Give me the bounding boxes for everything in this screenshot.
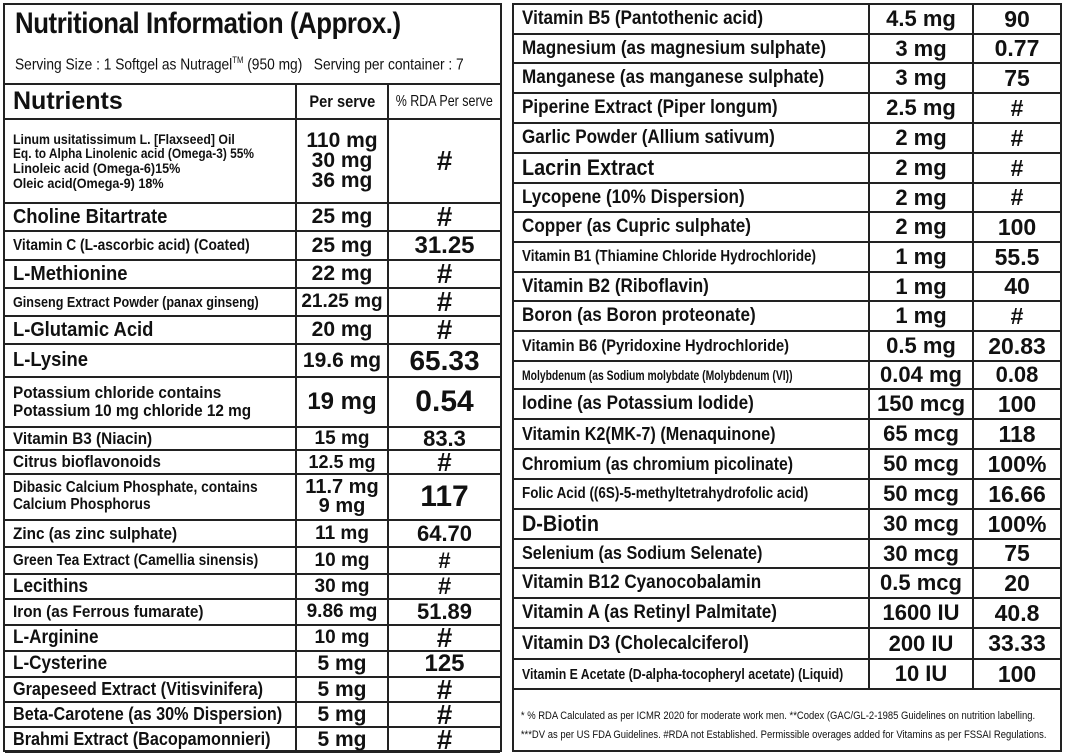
nutrient-name <box>5 451 295 473</box>
calcium-rda: 117 <box>387 475 500 519</box>
column-header-row <box>5 85 500 120</box>
nutrient-name-text: L-Glutamic Acid <box>13 318 154 341</box>
rda-value: # <box>387 548 500 573</box>
rda-value: 33.33 <box>972 629 1060 658</box>
rda-value: # <box>387 204 500 230</box>
nutrient-name <box>5 428 295 449</box>
rda-value: # <box>387 678 500 701</box>
nutrient-name-text: Vitamin B2 (Riboflavin) <box>522 275 709 297</box>
nutrient-name <box>514 243 868 271</box>
table-row-lacrin-extract <box>514 154 1060 184</box>
serving-size-label: Serving Size : 1 Softgel as Nutragel <box>15 56 233 74</box>
table-row-vitamin-k2-mk-7-menaquinone <box>514 420 1060 450</box>
nutrient-name <box>514 362 868 388</box>
rda-value: # <box>972 184 1060 211</box>
column-rda-label: % RDA Per serve <box>395 92 494 110</box>
nutrient-name <box>5 652 295 676</box>
table-row-green-tea-extract-camellia-sinensis <box>5 548 500 575</box>
per-serve-value: 50 mcg <box>868 480 972 508</box>
rda-value: # <box>972 124 1060 152</box>
table-row-l-methionine <box>5 261 500 289</box>
nutrient-name-text: Lecithins <box>13 575 89 597</box>
nutrient-name <box>514 480 868 508</box>
rda-value: 90 <box>972 5 1060 33</box>
nutrient-name <box>514 154 868 182</box>
rda-value: 64.70 <box>387 521 500 546</box>
table-row-l-lysine <box>5 345 500 378</box>
per-serve-value: 10 mg <box>295 626 387 650</box>
per-serve-value: 3 mg <box>868 35 972 62</box>
nutrient-name-text: Green Tea Extract (Camellia sinensis) <box>13 551 259 569</box>
nutrient-name <box>514 35 868 62</box>
column-nutrients: Nutrients <box>13 87 123 115</box>
calcium-name <box>5 475 295 519</box>
per-serve-value: 1 mg <box>868 273 972 300</box>
nutrient-name <box>5 232 295 259</box>
nutrient-name <box>5 261 295 287</box>
nutrient-name-text: D-Biotin <box>522 511 599 536</box>
nutrient-name-text: Vitamin B12 Cyanocobalamin <box>522 572 762 593</box>
nutrient-name-text: Chromium (as chromium picolinate) <box>522 453 794 474</box>
nutrient-name-text: Vitamin B6 (Pyridoxine Hydrochloride) <box>522 336 790 355</box>
table-row-vitamin-b12-cyanocobalamin <box>514 569 1060 599</box>
nutrient-name-text: Choline Bitartrate <box>13 205 168 228</box>
per-serve-value: 4.5 mg <box>868 5 972 33</box>
potassium-serve: 19 mg <box>295 378 387 426</box>
calcium-serve-2: 9 mg <box>318 495 366 517</box>
flaxseed-line-4: Oleic acid(Omega-9) 18% <box>13 174 164 191</box>
per-serve-value: 25 mg <box>295 232 387 259</box>
per-serve-value: 2 mg <box>868 124 972 152</box>
footnote-1: * % RDA Calculated as per ICMR 2020 for moderate work men. **Codex (GAC/GL-2-1985 Guidelines on nutrition labelling. <box>520 710 1036 722</box>
nutrient-name-text: Manganese (as manganese sulphate) <box>522 67 825 88</box>
nutrient-name <box>5 521 295 546</box>
nutrient-name-text: Zinc (as zinc sulphate) <box>13 523 178 543</box>
rda-value: # <box>387 289 500 315</box>
table-row-vitamin-b3-niacin <box>5 428 500 451</box>
nutrient-name <box>5 678 295 701</box>
nutrient-name <box>5 204 295 230</box>
calcium-line-2: Calcium Phosphorus <box>13 496 151 513</box>
nutrient-name-text: Vitamin C (L-ascorbic acid) (Coated) <box>13 236 250 254</box>
per-serve-value: 5 mg <box>295 652 387 676</box>
table-row-iron-as-ferrous-fumarate <box>5 600 500 626</box>
nutrient-name-text: Vitamin B3 (Niacin) <box>13 428 153 448</box>
rda-value: # <box>387 626 500 650</box>
nutrient-name-text: Piperine Extract (Piper longum) <box>522 97 778 118</box>
rda-value: 0.08 <box>972 362 1060 388</box>
nutrient-name <box>514 5 868 33</box>
nutrient-name-text: Vitamin B5 (Pantothenic acid) <box>522 8 764 29</box>
nutrient-name-text: Iodine (as Potassium Iodide) <box>522 393 754 414</box>
per-serve-value: 5 mg <box>295 678 387 701</box>
table-row-grapeseed-extract-vitisvinifera <box>5 678 500 703</box>
rda-value: # <box>387 703 500 726</box>
nutrient-name <box>5 575 295 598</box>
per-serve-value: 12.5 mg <box>295 451 387 473</box>
rda-value: 16.66 <box>972 480 1060 508</box>
nutrient-name-text: L-Cysterine <box>13 653 108 674</box>
calcium-serves <box>295 475 387 519</box>
nutrient-name <box>5 626 295 650</box>
table-row-flaxseed <box>5 120 500 204</box>
potassium-line-1: Potassium chloride contains <box>13 383 222 403</box>
table-row-l-glutamic-acid <box>5 317 500 345</box>
page-title: Nutritional Information (Approx.) <box>15 7 401 40</box>
rda-value: 100% <box>972 510 1060 538</box>
nutrient-name <box>514 510 868 538</box>
table-row-magnesium-as-magnesium-sulphate <box>514 35 1060 64</box>
nutrient-name-text: L-Arginine <box>13 627 99 648</box>
nutrient-name <box>514 599 868 627</box>
per-serve-value: 1 mg <box>868 243 972 271</box>
nutrient-name <box>514 569 868 597</box>
per-serve-value: 5 mg <box>295 728 387 751</box>
per-serve-value: 25 mg <box>295 204 387 230</box>
nutrient-name <box>514 450 868 478</box>
nutrient-name <box>5 317 295 343</box>
nutrient-name <box>514 184 868 211</box>
per-serve-value: 15 mg <box>295 428 387 449</box>
serving-size-value: (950 mg) <box>247 56 303 74</box>
nutrition-table-right <box>512 3 1062 752</box>
rda-value: 100 <box>972 390 1060 418</box>
nutrient-name <box>514 273 868 300</box>
nutrient-name-text: Grapeseed Extract (Vitisvinifera) <box>13 679 264 699</box>
rda-value: 125 <box>387 652 500 676</box>
per-serve-value: 1600 IU <box>868 599 972 627</box>
table-row-manganese-as-manganese-sulphate <box>514 64 1060 94</box>
table-row-vitamin-d3-cholecalciferol <box>514 629 1060 660</box>
flaxseed-serve-1: 110 mg <box>306 129 378 153</box>
nutrient-name <box>514 332 868 360</box>
nutrient-name-text: Lycopene (10% Dispersion) <box>522 186 745 208</box>
nutrient-name <box>514 540 868 567</box>
footnote-2: ***DV as per US FDA Guidelines. #RDA not Established. Permissible overages added for Vitamins as per FSSAI Regulations. <box>520 729 1047 741</box>
rda-value: # <box>972 94 1060 122</box>
nutrient-name <box>5 728 295 751</box>
table-row-vitamin-b1-thiamine-chloride-hydrochlori <box>514 243 1060 273</box>
per-serve-value: 2 mg <box>868 184 972 211</box>
per-serve-value: 5 mg <box>295 703 387 726</box>
nutrient-name-text: Ginseng Extract Powder (panax ginseng) <box>13 293 259 311</box>
flaxseed-rda: # <box>387 120 500 202</box>
nutrient-name-text: Vitamin K2(MK-7) (Menaquinone) <box>522 423 776 444</box>
nutrient-name-text: Boron (as Boron proteonate) <box>522 305 756 326</box>
nutrient-name <box>514 629 868 658</box>
flaxseed-name <box>5 120 295 202</box>
table-row-l-arginine <box>5 626 500 652</box>
rda-value: 20.83 <box>972 332 1060 360</box>
potassium-name <box>5 378 295 426</box>
nutrient-name-text: Copper (as Cupric sulphate) <box>522 216 751 237</box>
nutrient-name-text: Brahmi Extract (Bacopamonnieri) <box>13 729 271 749</box>
nutrient-name-text: Vitamin A (as Retinyl Palmitate) <box>522 602 777 623</box>
nutrient-name <box>5 703 295 726</box>
table-row-vitamin-b6-pyridoxine-hydrochloride <box>514 332 1060 362</box>
nutrient-name <box>514 660 868 688</box>
column-per-serve-label: Per serve <box>309 91 375 111</box>
nutrient-name-text: Beta-Carotene (as 30% Dispersion) <box>13 704 283 724</box>
table-row-d-biotin <box>514 510 1060 540</box>
nutrient-name <box>514 420 868 448</box>
per-serve-value: 30 mg <box>295 575 387 598</box>
rda-value: # <box>387 575 500 598</box>
nutrient-name <box>5 345 295 376</box>
flaxseed-line-3: Linoleic acid (Omega-6)15% <box>13 160 181 176</box>
rda-value: 75 <box>972 540 1060 567</box>
table-row-vitamin-c-l-ascorbic-acid-coated <box>5 232 500 261</box>
table-row-vitamin-e-acetate-d-alpha-tocopheryl-ace <box>514 660 1060 690</box>
per-serve-value: 0.04 mg <box>868 362 972 388</box>
table-row-copper-as-cupric-sulphate <box>514 213 1060 243</box>
nutrient-name-text: Garlic Powder (Allium sativum) <box>522 127 775 148</box>
per-serve-value: 21.25 mg <box>295 289 387 315</box>
nutrient-name-text: Vitamin D3 (Cholecalciferol) <box>522 632 749 654</box>
per-serve-value: 150 mcg <box>868 390 972 418</box>
serving-info <box>15 55 464 74</box>
table-row-zinc-as-zinc-sulphate <box>5 521 500 548</box>
nutrient-name <box>514 94 868 122</box>
rda-value: # <box>387 317 500 343</box>
calcium-line-1: Dibasic Calcium Phosphate, contains <box>13 479 258 497</box>
nutrient-name <box>514 390 868 418</box>
table-row-vitamin-b5-pantothenic-acid <box>514 5 1060 35</box>
flaxseed-serve-3: 36 mg <box>311 168 373 192</box>
rda-value: 75 <box>972 64 1060 92</box>
calcium-serve-1: 11.7 mg <box>305 476 379 498</box>
per-serve-value: 22 mg <box>295 261 387 287</box>
per-serve-value: 2 mg <box>868 213 972 241</box>
rda-value: # <box>387 728 500 751</box>
table-row-selenium-as-sodium-selenate <box>514 540 1060 569</box>
nutrient-name-text: Lacrin Extract <box>522 155 655 180</box>
per-serve-value: 11 mg <box>295 521 387 546</box>
flaxseed-serves <box>295 120 387 202</box>
per-serve-value: 3 mg <box>868 64 972 92</box>
rda-value: # <box>972 154 1060 182</box>
per-serve-value: 19.6 mg <box>295 345 387 376</box>
rda-value: 100 <box>972 660 1060 688</box>
per-serve-value: 20 mg <box>295 317 387 343</box>
table-row-vitamin-a-as-retinyl-palmitate <box>514 599 1060 629</box>
column-rda <box>387 85 500 118</box>
rda-value: 100% <box>972 450 1060 478</box>
table-row-lycopene-10-dispersion <box>514 184 1060 213</box>
flaxseed-line-1: Linum usitatissimum L. [Flaxseed] Oil <box>13 130 235 147</box>
nutrient-name <box>5 600 295 624</box>
per-serve-value: 0.5 mg <box>868 332 972 360</box>
rda-value: 51.89 <box>387 600 500 624</box>
nutrient-name-text: Iron (as Ferrous fumarate) <box>13 602 204 621</box>
nutrient-name <box>514 124 868 152</box>
trademark-mark: TM <box>232 55 244 65</box>
table-row-potassium <box>5 378 500 428</box>
per-serve-value: 65 mcg <box>868 420 972 448</box>
per-serve-value: 10 mg <box>295 548 387 573</box>
flaxseed-line-2: Eq. to Alpha Linolenic acid (Omega-3) 55% <box>13 145 254 162</box>
table-row-garlic-powder-allium-sativum <box>514 124 1060 154</box>
rda-value: 0.77 <box>972 35 1060 62</box>
table-row-l-cysterine <box>5 652 500 678</box>
per-serve-value: 30 mcg <box>868 510 972 538</box>
per-serve-value: 9.86 mg <box>295 600 387 624</box>
table-row-brahmi-extract-bacopamonnieri <box>5 728 500 753</box>
rda-value: # <box>972 302 1060 330</box>
table-row-boron-as-boron-proteonate <box>514 302 1060 332</box>
table-row-beta-carotene-as-30-dispersion <box>5 703 500 728</box>
nutrient-name-text: Vitamin E Acetate (D-alpha-tocopheryl acetate) (Liquid) <box>522 665 844 683</box>
rda-value: 55.5 <box>972 243 1060 271</box>
rda-value: 31.25 <box>387 232 500 259</box>
rda-value: 118 <box>972 420 1060 448</box>
per-serve-value: 30 mcg <box>868 540 972 567</box>
nutrient-name-text: Vitamin B1 (Thiamine Chloride Hydrochloride) <box>522 248 816 265</box>
nutrient-name <box>514 302 868 330</box>
table-row-calcium <box>5 475 500 521</box>
table-row-folic-acid-6s-5-methyltetrahydrofolic-ac <box>514 480 1060 510</box>
rda-value: 40.8 <box>972 599 1060 627</box>
serving-per-container: Serving per container : 7 <box>313 56 464 74</box>
nutrient-name-text: Folic Acid ((6S)-5-methyltetrahydrofolic acid) <box>522 485 809 502</box>
table-row-iodine-as-potassium-iodide <box>514 390 1060 420</box>
table-row-choline-bitartrate <box>5 204 500 232</box>
potassium-rda: 0.54 <box>387 378 500 426</box>
rda-value: 100 <box>972 213 1060 241</box>
nutrient-name <box>5 548 295 573</box>
table-row-vitamin-b2-riboflavin <box>514 273 1060 302</box>
table-row-chromium-as-chromium-picolinate <box>514 450 1060 480</box>
nutrient-name <box>514 64 868 92</box>
table-row-lecithins <box>5 575 500 600</box>
table-row-ginseng-extract-powder-panax-ginseng <box>5 289 500 317</box>
table-row-citrus-bioflavonoids <box>5 451 500 475</box>
nutrient-name-text: Magnesium (as magnesium sulphate) <box>522 37 827 59</box>
per-serve-value: 50 mcg <box>868 450 972 478</box>
nutrient-name-text: L-Methionine <box>13 262 128 285</box>
rda-value: 40 <box>972 273 1060 300</box>
per-serve-value: 10 IU <box>868 660 972 688</box>
nutrient-name-text: L-Lysine <box>13 349 88 371</box>
rda-value: 65.33 <box>387 345 500 376</box>
per-serve-value: 2.5 mg <box>868 94 972 122</box>
per-serve-value: 0.5 mcg <box>868 569 972 597</box>
nutrient-name <box>514 213 868 241</box>
column-per-serve <box>295 85 387 118</box>
nutrient-name-text: Selenium (as Sodium Selenate) <box>522 543 763 563</box>
nutrient-name <box>5 289 295 315</box>
nutrition-table-left <box>3 3 502 752</box>
rda-value: 83.3 <box>387 428 500 449</box>
table-row-molybdenum-as-sodium-molybdate-molybdenu <box>514 362 1060 390</box>
flaxseed-serve-2: 30 mg <box>311 149 373 173</box>
table-row-piperine-extract-piper-longum <box>514 94 1060 124</box>
per-serve-value: 200 IU <box>868 629 972 658</box>
rda-value: 20 <box>972 569 1060 597</box>
per-serve-value: 2 mg <box>868 154 972 182</box>
nutrient-name-text: Citrus bioflavonoids <box>13 452 161 471</box>
potassium-line-2: Potassium 10 mg chloride 12 mg <box>13 401 252 420</box>
per-serve-value: 1 mg <box>868 302 972 330</box>
table-header <box>5 5 500 85</box>
rda-value: # <box>387 451 500 473</box>
nutrient-name-text: Molybdenum (as Sodium molybdate (Molybdenum (VI)) <box>522 367 793 383</box>
rda-value: # <box>387 261 500 287</box>
